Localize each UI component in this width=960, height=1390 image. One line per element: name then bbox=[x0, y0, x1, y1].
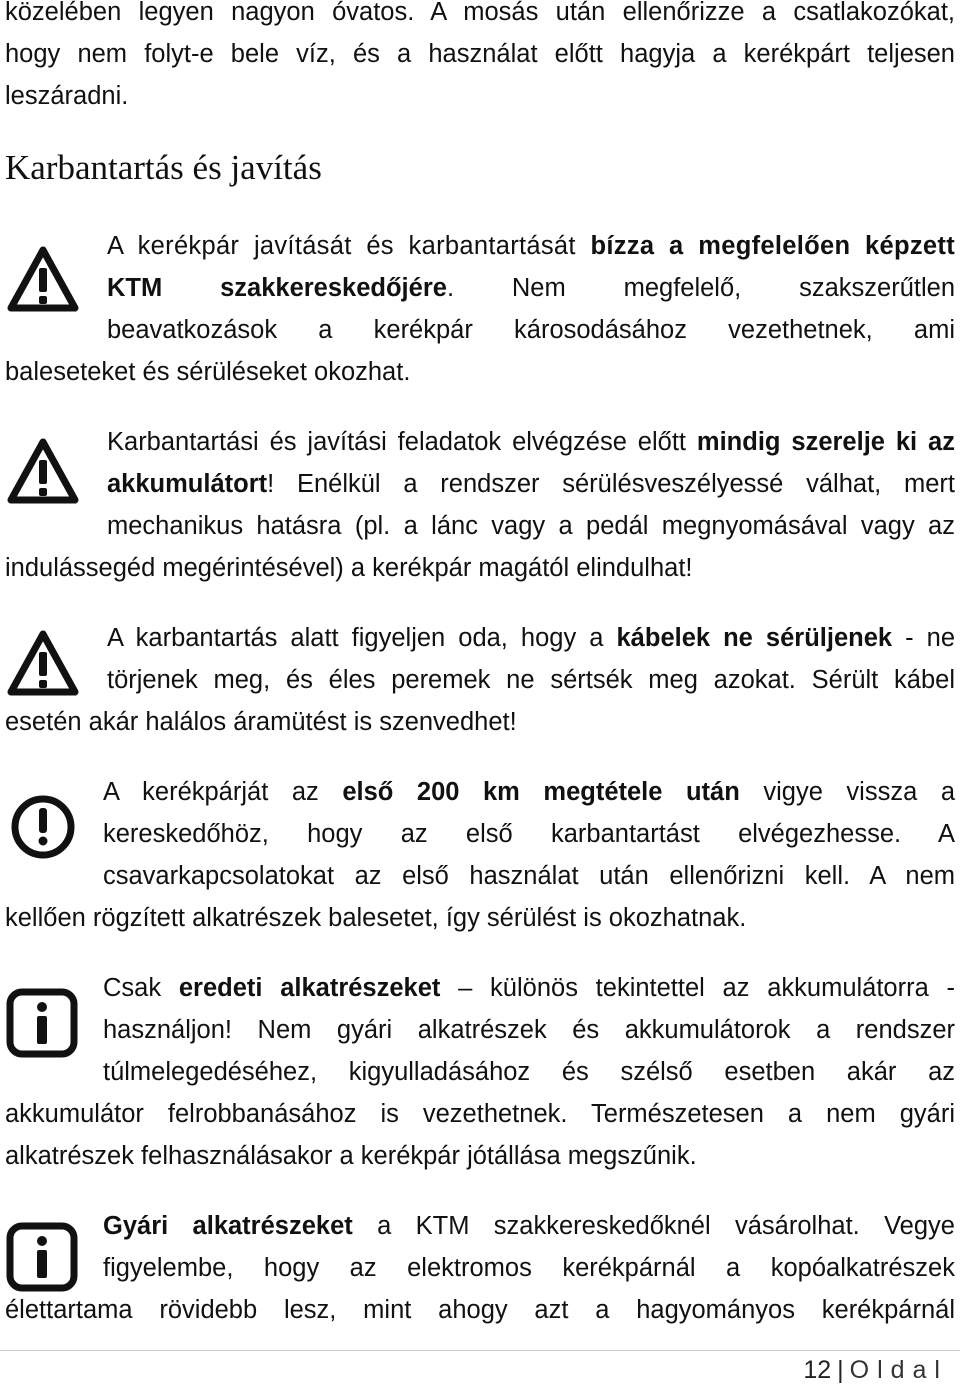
paragraph-line: indulássegéd megérintésével) a kerékpár magától elindulhat! bbox=[5, 554, 693, 582]
paragraph-line: A karbantartás alatt figyeljen oda, hogy a kábelek ne sérüljenek - ne bbox=[107, 624, 956, 652]
warning-triangle-icon bbox=[6, 436, 80, 506]
paragraph-line: kellően rögzített alkatrészek balesetet, így sérülést is okozhatnak. bbox=[5, 904, 747, 932]
paragraph-line: Gyári alkatrészeket a KTM szakkereskedőknél vásárolhat. Vegye bbox=[103, 1212, 955, 1240]
paragraph-line: beavatkozások a kerékpár károsodásához vezethetnek, ami bbox=[107, 316, 955, 344]
section-heading: Karbantartás és javítás bbox=[5, 148, 322, 187]
paragraph-line: A kerékpárját az első 200 km megtétele után vigye vissza a bbox=[103, 778, 956, 806]
paragraph-line: A kerékpár javítását és karbantartását bízza a megfelelően képzett bbox=[107, 232, 955, 260]
paragraph-line: alkatrészek felhasználásakor a kerékpár jótállása megszűnik. bbox=[5, 1142, 697, 1170]
paragraph-line: élettartama rövidebb lesz, mint ahogy azt a hagyományos kerékpárnál bbox=[5, 1296, 955, 1324]
warning-triangle-icon bbox=[6, 244, 80, 314]
intro-line: közelében legyen nagyon óvatos. A mosás után ellenőrizze a csatlakozókat, bbox=[5, 0, 955, 26]
paragraph-line: figyelembe, hogy az elektromos kerékpárnál a kopóalkatrészek bbox=[103, 1254, 955, 1282]
info-icon bbox=[6, 1222, 78, 1292]
paragraph-line: Csak eredeti alkatrészeket – különös tekintettel az akkumulátorra - bbox=[103, 974, 956, 1002]
info-icon bbox=[6, 988, 78, 1058]
paragraph-line: túlmelegedéséhez, kigyulladásához és szélső esetben akár az bbox=[103, 1058, 955, 1086]
intro-line: hogy nem folyt-e bele víz, és a használat előtt hagyja a kerékpárt teljesen bbox=[5, 40, 955, 68]
page-number: 12 bbox=[803, 1356, 832, 1384]
footer-divider bbox=[0, 1350, 960, 1351]
paragraph-line: akkumulátort! Enélkül a rendszer sérülésveszélyessé válhat, mert bbox=[107, 470, 955, 498]
paragraph-line: csavarkapcsolatokat az első használat után ellenőrizni kell. A nem bbox=[103, 862, 955, 890]
paragraph-line: törjenek meg, és éles peremek ne sértsék meg azokat. Sérült kábel bbox=[107, 666, 955, 694]
paragraph-line: KTM szakkereskedőjére. Nem megfelelő, szakszerűtlen bbox=[107, 274, 955, 302]
paragraph-line: Karbantartási és javítási feladatok elvégzése előtt mindig szerelje ki az bbox=[107, 428, 955, 456]
paragraph-line: esetén akár halálos áramütést is szenvedhet! bbox=[5, 708, 517, 736]
page-label: Oldal bbox=[849, 1356, 948, 1384]
exclamation-circle-icon bbox=[10, 794, 76, 860]
paragraph-line: akkumulátor felrobbanásához is vezethetnek. Természetesen a nem gyári bbox=[5, 1100, 955, 1128]
intro-line: leszáradni. bbox=[5, 82, 129, 110]
footer-separator: | bbox=[837, 1356, 844, 1384]
paragraph-line: használjon! Nem gyári alkatrészek és akkumulátorok a rendszer bbox=[103, 1016, 955, 1044]
paragraph-line: baleseteket és sérüléseket okozhat. bbox=[5, 358, 411, 386]
paragraph-line: kereskedőhöz, hogy az első karbantartást elvégezhesse. A bbox=[103, 820, 955, 848]
page-footer bbox=[803, 1356, 948, 1385]
paragraph-line: mechanikus hatásra (pl. a lánc vagy a pedál megnyomásával vagy az bbox=[107, 512, 955, 540]
warning-triangle-icon bbox=[6, 628, 80, 698]
